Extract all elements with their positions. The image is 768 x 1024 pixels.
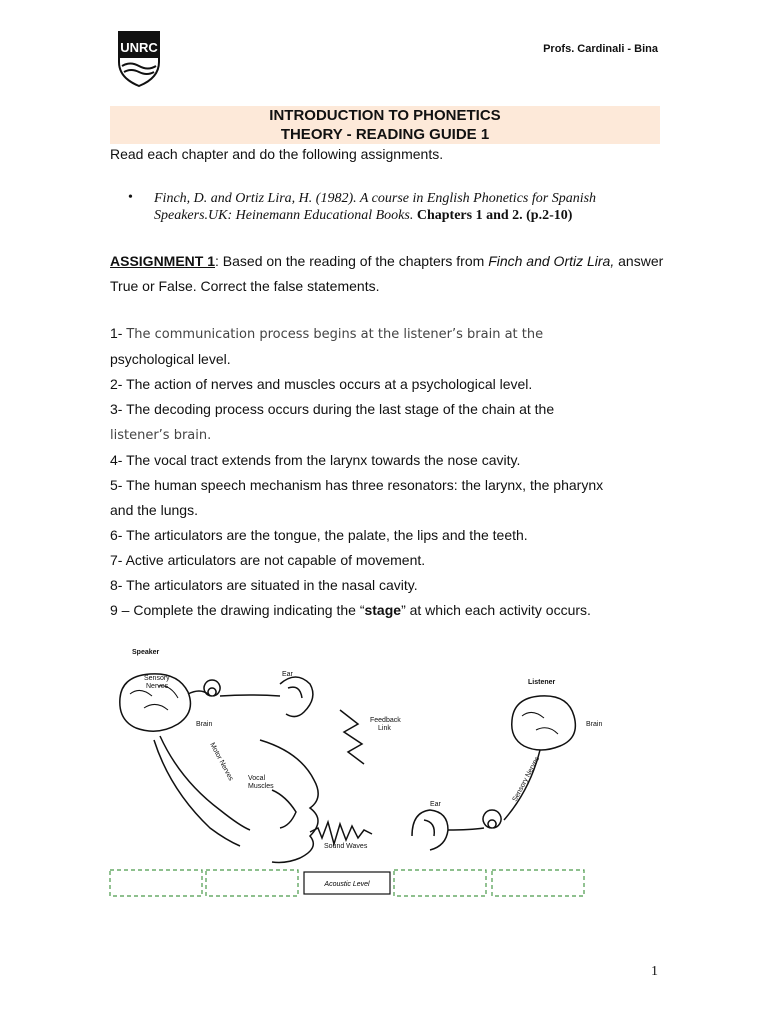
listener-cochlea (483, 810, 501, 828)
statement-item: 9 – Complete the drawing indicating the “stage” at which each activity occurs. (110, 602, 591, 618)
answer-box-5 (492, 870, 584, 896)
svg-text:Vocal: Vocal (248, 775, 266, 782)
statement-item: 5- The human speech mechanism has three resonators: the larynx, the pharynx and the lungs. (110, 477, 604, 518)
reference-item (128, 190, 662, 224)
reference-chapters: Chapters 1 and 2. (p.2-10) (416, 208, 573, 223)
answer-box-1 (110, 870, 202, 896)
assignment-text-b: answer True or False. Correct the false statements. (110, 253, 664, 294)
acoustic-level-label: Acoustic Level (324, 881, 370, 888)
listener-ear (412, 810, 448, 850)
speaker-ear (280, 677, 313, 717)
svg-text:Feedback: Feedback (370, 717, 401, 724)
statement-item: 8- The articulators are situated in the nasal cavity. (110, 577, 418, 593)
assignment-authors: Finch and Ortiz Lira, (488, 253, 615, 269)
svg-text:Motor Nerves: Motor Nerves (208, 741, 235, 783)
assignment-intro (110, 249, 670, 299)
statement-item: 3- The decoding process occurs during the last stage of the chain at the listener’s brain. (110, 401, 555, 443)
speaker-face (260, 740, 318, 863)
svg-text:Link: Link (378, 725, 391, 732)
sound-waves (310, 822, 372, 844)
svg-text:Sensory: Sensory (144, 675, 170, 682)
svg-text:Brain: Brain (196, 721, 213, 728)
intro-text: Read each chapter and do the following assignments. (110, 146, 444, 162)
bullet-icon: • (128, 190, 133, 205)
reference-text: Finch, D. and Ortiz Lira, H. (1982). A course in English Phonetics for Spanish Speakers.UK: Heinemann Educational Books. (154, 191, 597, 223)
page-number: 1 (651, 964, 658, 979)
statement-item: 7- Active articulators are not capable of movement. (110, 552, 426, 568)
svg-text:Muscles: Muscles (248, 783, 274, 790)
university-logo (116, 30, 162, 88)
title-line-1: INTRODUCTION TO PHONETICS (269, 107, 501, 124)
title-line-2: THEORY - READING GUIDE 1 (280, 126, 490, 143)
answer-box-2 (206, 870, 298, 896)
assignment-label: ASSIGNMENT 1 (110, 253, 216, 269)
speech-chain-diagram (100, 640, 603, 902)
svg-text:Sound Waves: Sound Waves (324, 843, 368, 850)
statement-item: 6- The articulators are the tongue, the palate, the lips and the teeth. (110, 527, 528, 543)
statement-item: 1- The communication process begins at the listener’s brain at the psychological level. (110, 325, 544, 367)
listener-brain (512, 696, 576, 750)
title-banner (110, 106, 660, 144)
svg-text:Brain: Brain (586, 721, 603, 728)
svg-text:Speaker: Speaker (132, 649, 160, 656)
svg-text:Sensory Nerves: Sensory Nerves (511, 755, 542, 803)
feedback-link-squiggle (340, 710, 364, 764)
svg-text:Ear: Ear (282, 671, 293, 678)
svg-text:Ear: Ear (430, 801, 441, 808)
svg-text:Nerves: Nerves (146, 683, 169, 690)
svg-text:Listener: Listener (528, 679, 556, 686)
authors-header: Profs. Cardinali - Bina (543, 43, 658, 55)
statement-list (110, 321, 670, 623)
assignment-text-a: : Based on the reading of the chapters from (215, 253, 489, 269)
statement-item: 4- The vocal tract extends from the larynx towards the nose cavity. (110, 452, 521, 468)
statement-item: 2- The action of nerves and muscles occurs at a psychological level. (110, 376, 533, 392)
logo-text: UNRC (120, 40, 158, 55)
answer-box-4 (394, 870, 486, 896)
